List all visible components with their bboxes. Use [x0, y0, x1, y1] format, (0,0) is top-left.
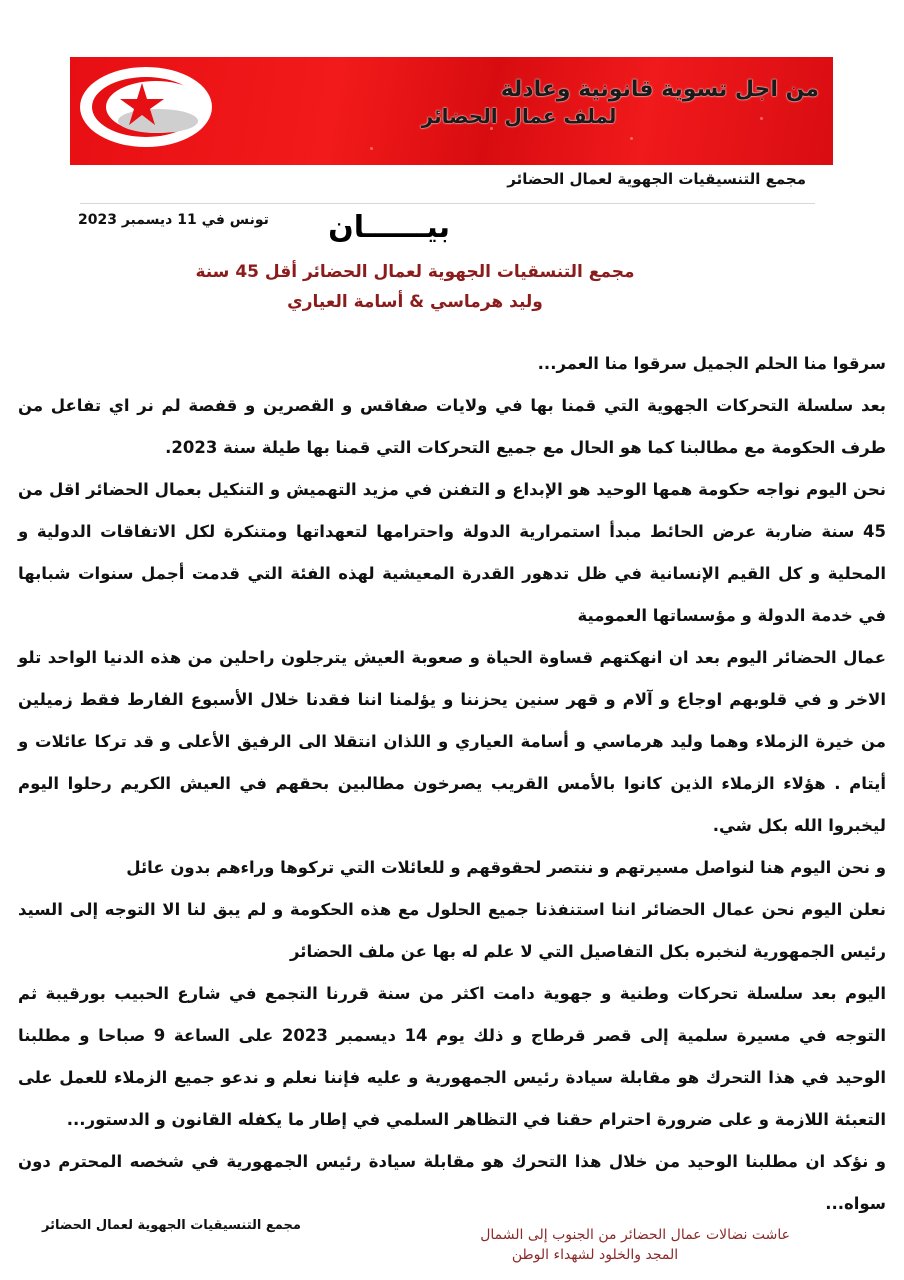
- statement-body: [18, 343, 886, 1225]
- banner-slogan-line1: من اجل تسوية قانونية وعادلة: [500, 77, 819, 102]
- body-paragraph: و نؤكد ان مطلبنا الوحيد من خلال هذا التحرك هو مقابلة سيادة رئيس الجمهورية في شخصه المحترم دون سواه...: [18, 1152, 886, 1213]
- document-date: تونس في 11 ديسمبر 2023: [78, 212, 269, 228]
- document-title: بيــــــان: [328, 210, 450, 245]
- closing-line1: عاشت نضالات عمال الحضائر من الجنوب إلى الشمال: [480, 1227, 790, 1243]
- body-paragraph: عمال الحضائر اليوم بعد ان انهكتهم قساوة الحياة و صعوبة العيش يترجلون راحلين من هذه الدنيا الواحد تلو الاخر و في قلوبهم اوجاع و آلام و قهر سنين يحزننا و يؤلمنا اننا فقدنا خلال الأسبوع الفارط فقط زميلين من خيرة الزملاء وهما وليد هرماسي و أسامة العياري و اللذان انتقلا الى الرفيق الأعلى و قد تركا عائلات و أيتام . هؤلاء الزملاء الذين كانوا بالأمس القريب يصرخون مطالبين بحقهم في العيش الكريم رحلوا اليوم ليخبروا الله بكل شي.: [18, 648, 886, 835]
- banner-sparkle: [370, 147, 373, 150]
- closing-line2: المجد والخلود لشهداء الوطن: [511, 1247, 679, 1263]
- signature: مجمع التنسيقيات الجهوية لعمال الحضائر: [42, 1218, 301, 1233]
- header-divider: [80, 203, 815, 204]
- subtitle-line1: مجمع التنسقيات الجهوية لعمال الحضائر أقل 45 سنة: [195, 262, 635, 282]
- body-paragraph: اليوم بعد سلسلة تحركات وطنية و جهوية دامت اكثر من سنة قررنا التجمع في شارع الحبيب بورقيبة ثم التوجه في مسيرة سلمية إلى قصر قرطاج و ذلك يوم 14 ديسمبر 2023 على الساعة 9 صباحا و مطلبنا الوحيد في هذا التحرك هو مقابلة سيادة رئيس الجمهورية و عليه فإننا نعلم و ندعو جميع الزملاء للعمل على التعبئة اللازمة و على ضرورة احترام حقنا في التظاهر السلمي في إطار ما يكفله القانون و الدستور...: [18, 984, 886, 1129]
- header-banner: [70, 57, 833, 165]
- closing-slogans: [400, 1225, 790, 1265]
- banner-slogan: [219, 77, 819, 129]
- subtitle-line2: وليد هرماسي & أسامة العياري: [287, 292, 543, 312]
- organization-header: مجمع التنسيقيات الجهوية لعمال الحضائر: [507, 170, 806, 188]
- body-paragraph: نحن اليوم نواجه حكومة همها الوحيد هو الإبداع و التفنن في مزيد التهميش و التنكيل بعمال الحضائر اقل من 45 سنة ضاربة عرض الحائط مبدأ استمرارية الدولة واحترامها لتعهداتها ومتنكرة لكل الاتفاقات الدولية و المحلية و كل القيم الإنسانية في ظل تدهور القدرة المعيشية لهذه الفئة التي قدمت أجمل سنوات شبابها في خدمة الدولة و مؤسساتها العمومية: [18, 480, 886, 625]
- body-paragraph: سرقوا منا الحلم الجميل سرقوا منا العمر...: [537, 354, 886, 373]
- body-paragraph: بعد سلسلة التحركات الجهوية التي قمنا بها في ولايات صفاقس و القصرين و قفصة لم نر اي تفاعل من طرف الحكومة مع مطالبنا كما هو الحال مع جميع التحركات التي قمنا بها طيلة سنة 2023.: [18, 396, 886, 457]
- body-paragraph: نعلن اليوم نحن عمال الحضائر اننا استنفذنا جميع الحلول مع هذه الحكومة و لم يبق لنا الا التوجه إلى السيد رئيس الجمهورية لنخبره بكل التفاصيل التي لا علم له بها عن ملف الحضائر: [18, 900, 886, 961]
- body-paragraph: و نحن اليوم هنا لنواصل مسيرتهم و ننتصر لحقوقهم و للعائلات التي تركوها وراءهم بدون عائل: [126, 858, 886, 877]
- banner-slogan-line2: لملف عمال الحضائر: [421, 104, 617, 128]
- banner-sparkle: [630, 137, 633, 140]
- crescent-star-emblem-icon: [76, 63, 216, 151]
